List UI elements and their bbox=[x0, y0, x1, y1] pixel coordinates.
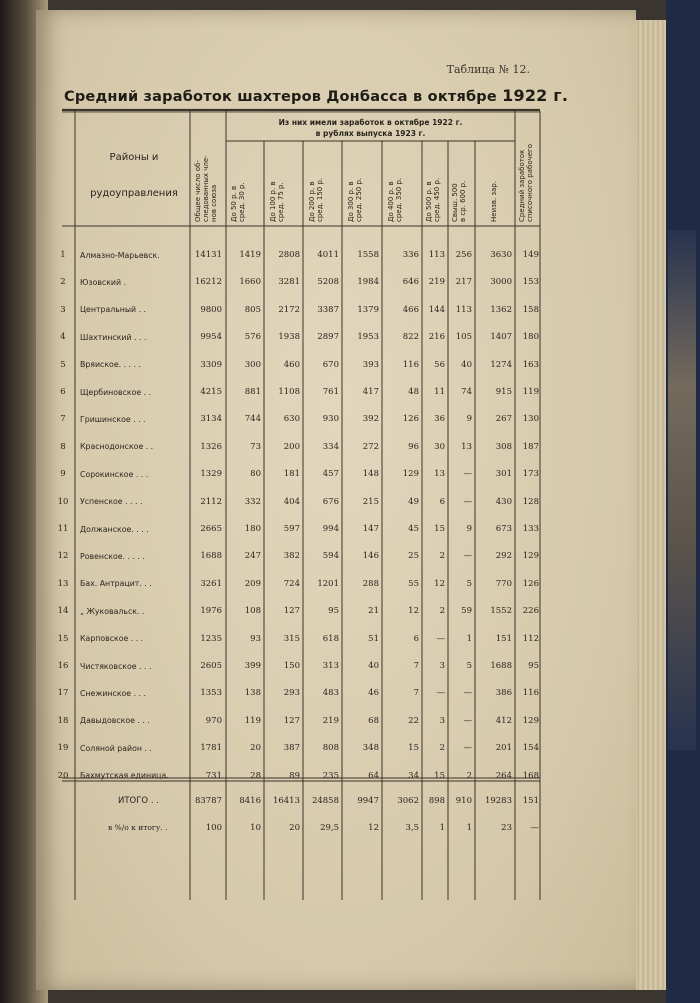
row-cell: 301 bbox=[495, 469, 512, 480]
percent-cell: 1 bbox=[439, 823, 445, 833]
row-district-name: Юзовский . bbox=[80, 277, 127, 287]
row-cell: 1362 bbox=[490, 304, 512, 315]
row-cell: 417 bbox=[362, 387, 379, 397]
row-cell: 25 bbox=[408, 551, 419, 562]
title-text: Средний заработок шахтеров Донбасса в октябре bbox=[64, 89, 503, 105]
row-number: 9 bbox=[60, 469, 66, 480]
row-cell: 430 bbox=[495, 496, 512, 507]
row-cell: 15 bbox=[434, 524, 445, 534]
row-cell: 30 bbox=[434, 441, 445, 452]
row-cell: 483 bbox=[322, 688, 339, 699]
row-cell: — bbox=[463, 715, 472, 726]
total-cell: 16413 bbox=[272, 796, 300, 806]
row-cell: 149 bbox=[522, 250, 539, 260]
row-cell: 336 bbox=[402, 250, 419, 260]
header-bin-1: До 50 р. в сред. 30 р. bbox=[230, 182, 246, 222]
row-cell: 127 bbox=[283, 606, 300, 617]
row-cell: 5 bbox=[466, 578, 472, 589]
row-cell: 676 bbox=[322, 496, 339, 507]
row-district-name: Должанское. . . . bbox=[80, 524, 149, 534]
header-total-members: Общее число об- следованных чле- нов союза bbox=[194, 155, 218, 222]
row-cell: 770 bbox=[495, 578, 512, 589]
row-cell: 1938 bbox=[278, 332, 300, 343]
row-cell: 4011 bbox=[317, 250, 339, 260]
row-cell: 1379 bbox=[357, 304, 379, 315]
row-cell: 2 bbox=[439, 606, 445, 617]
row-cell: 5 bbox=[466, 661, 472, 671]
row-cell: 116 bbox=[402, 359, 419, 370]
row-cell: 1953 bbox=[357, 332, 379, 343]
book-cover-right bbox=[666, 0, 700, 1003]
row-cell: 154 bbox=[522, 743, 539, 754]
header-bin-5: До 400 р. в сред. 350 р. bbox=[387, 177, 403, 222]
row-cell: 334 bbox=[322, 441, 339, 452]
row-number: 5 bbox=[60, 359, 66, 370]
header-bin-unknown: Неизв. зар. bbox=[490, 180, 498, 222]
row-cell: — bbox=[463, 469, 472, 480]
header-bin-2: До 100 р. в сред. 75 р. bbox=[269, 181, 285, 222]
row-district-name: Снежинское . . . bbox=[80, 688, 146, 698]
row-cell: 28 bbox=[250, 770, 261, 781]
row-cell: 1274 bbox=[490, 359, 512, 370]
row-cell: 288 bbox=[362, 578, 379, 589]
row-district-name: Бахмутская единица. bbox=[80, 771, 169, 781]
row-district-name: Центральный . . bbox=[80, 305, 147, 315]
row-cell: 308 bbox=[495, 441, 512, 452]
row-cell: 2808 bbox=[278, 250, 300, 260]
row-cell: 970 bbox=[205, 715, 222, 726]
row-cell: 457 bbox=[322, 469, 339, 480]
row-cell: 399 bbox=[244, 661, 261, 671]
row-cell: — bbox=[436, 633, 445, 644]
row-number: 16 bbox=[57, 661, 69, 671]
row-cell: 994 bbox=[322, 524, 339, 534]
row-cell: 217 bbox=[455, 277, 472, 288]
row-cell: 386 bbox=[495, 688, 512, 699]
row-cell: 108 bbox=[244, 606, 261, 617]
row-cell: 2 bbox=[466, 770, 472, 781]
row-number: 18 bbox=[57, 715, 69, 726]
row-cell: 300 bbox=[244, 359, 261, 370]
percent-cell: 12 bbox=[368, 823, 379, 833]
row-district-name: Чистяковское . . . bbox=[80, 661, 152, 671]
row-number: 7 bbox=[60, 414, 66, 425]
row-cell: 148 bbox=[362, 469, 379, 480]
row-cell: 138 bbox=[244, 688, 261, 699]
row-cell: 129 bbox=[522, 715, 539, 726]
row-cell: 930 bbox=[322, 414, 339, 425]
row-cell: 382 bbox=[283, 551, 300, 562]
row-cell: 412 bbox=[495, 715, 512, 726]
row-cell: — bbox=[436, 688, 445, 699]
row-cell: 200 bbox=[283, 441, 300, 452]
row-cell: 1235 bbox=[200, 633, 222, 644]
percent-cell: 100 bbox=[205, 823, 222, 833]
row-cell: 5208 bbox=[317, 277, 339, 288]
row-cell: 11 bbox=[434, 387, 445, 397]
row-number: 12 bbox=[57, 551, 69, 562]
header-bin-3: До 200 р. в сред. 150 р. bbox=[308, 177, 324, 222]
row-cell: 201 bbox=[495, 743, 512, 754]
row-cell: 646 bbox=[402, 277, 419, 288]
percent-cell: 3,5 bbox=[405, 823, 419, 833]
row-cell: 2605 bbox=[200, 661, 222, 671]
row-cell: 235 bbox=[322, 770, 339, 781]
total-cell: 83787 bbox=[194, 796, 222, 806]
row-cell: 744 bbox=[244, 414, 261, 425]
row-cell: 267 bbox=[495, 414, 512, 425]
row-cell: 1984 bbox=[357, 277, 379, 288]
row-cell: 13 bbox=[434, 469, 445, 480]
row-cell: 1558 bbox=[357, 250, 379, 260]
row-cell: 1353 bbox=[200, 688, 222, 699]
row-cell: 133 bbox=[522, 524, 539, 534]
row-cell: 1781 bbox=[200, 743, 222, 754]
row-cell: 215 bbox=[362, 496, 379, 507]
row-district-name: Ровенское. . . . . bbox=[80, 551, 145, 561]
row-district-name: Сорокинское . . . bbox=[80, 469, 149, 479]
row-cell: 332 bbox=[244, 496, 261, 507]
row-cell: 56 bbox=[434, 359, 445, 370]
row-cell: 168 bbox=[522, 770, 539, 781]
row-cell: 2112 bbox=[200, 496, 222, 507]
total-cell: 9947 bbox=[357, 796, 379, 806]
total-label: ИТОГО . . bbox=[118, 796, 159, 806]
row-cell: 46 bbox=[368, 688, 379, 699]
row-cell: 7 bbox=[413, 688, 419, 699]
header-avg-earnings: Средний заработок списочного рабочего bbox=[518, 143, 534, 222]
row-cell: 292 bbox=[495, 551, 512, 562]
row-cell: 89 bbox=[289, 770, 300, 781]
row-cell: 116 bbox=[522, 688, 539, 699]
header-bin-6: До 500 р. в сред. 450 р. bbox=[425, 177, 441, 222]
row-cell: 12 bbox=[408, 606, 419, 617]
row-cell: 1976 bbox=[200, 606, 222, 617]
row-cell: 9954 bbox=[200, 332, 222, 343]
row-cell: 59 bbox=[461, 606, 472, 617]
row-cell: 64 bbox=[368, 770, 379, 781]
row-cell: 1201 bbox=[317, 578, 339, 589]
row-cell: 129 bbox=[522, 551, 539, 562]
row-cell: 3309 bbox=[200, 359, 222, 370]
row-district-name: Щербиновское . . bbox=[80, 387, 152, 397]
header-region-line1: Районы и bbox=[109, 152, 159, 163]
row-cell: 1407 bbox=[490, 332, 512, 343]
row-cell: 150 bbox=[283, 661, 300, 671]
table-number: Таблица № 12. bbox=[446, 63, 530, 76]
row-cell: 9 bbox=[466, 524, 472, 534]
row-cell: 119 bbox=[522, 387, 539, 397]
row-number: 13 bbox=[57, 578, 69, 589]
row-number: 20 bbox=[57, 770, 69, 781]
row-cell: 151 bbox=[495, 633, 512, 644]
percent-cell: 10 bbox=[250, 823, 261, 833]
row-cell: 158 bbox=[522, 304, 539, 315]
row-cell: 12 bbox=[434, 578, 445, 589]
row-cell: 126 bbox=[522, 578, 539, 589]
row-number: 15 bbox=[57, 633, 69, 644]
row-cell: 272 bbox=[362, 441, 379, 452]
row-cell: 73 bbox=[250, 441, 261, 452]
row-cell: 594 bbox=[322, 551, 339, 562]
row-cell: — bbox=[463, 551, 472, 562]
row-cell: 15 bbox=[408, 743, 419, 754]
row-cell: 393 bbox=[362, 359, 379, 370]
percent-cell: — bbox=[530, 823, 539, 833]
row-cell: 761 bbox=[322, 387, 339, 397]
row-cell: 1660 bbox=[239, 277, 261, 288]
row-cell: 113 bbox=[428, 250, 445, 260]
row-cell: 68 bbox=[368, 715, 379, 726]
row-cell: 226 bbox=[522, 606, 539, 617]
page-title bbox=[64, 86, 569, 105]
header-region bbox=[78, 140, 190, 212]
row-cell: 597 bbox=[283, 524, 300, 534]
percent-cell: 1 bbox=[466, 823, 472, 833]
row-cell: 95 bbox=[528, 661, 539, 671]
row-cell: 113 bbox=[455, 304, 472, 315]
row-cell: 673 bbox=[495, 524, 512, 534]
row-cell: 805 bbox=[244, 304, 261, 315]
row-number: 8 bbox=[60, 441, 66, 452]
row-cell: 731 bbox=[205, 770, 222, 781]
row-cell: 392 bbox=[362, 414, 379, 425]
row-cell: 51 bbox=[368, 633, 379, 644]
header-group-line1: Из них имели заработок в октябре 1922 г. bbox=[278, 118, 463, 127]
row-cell: 618 bbox=[322, 633, 339, 644]
row-cell: 1326 bbox=[200, 441, 222, 452]
row-number: 11 bbox=[57, 524, 69, 534]
row-cell: 147 bbox=[362, 524, 379, 534]
row-cell: 724 bbox=[283, 578, 300, 589]
row-cell: 163 bbox=[522, 359, 539, 370]
row-number: 14 bbox=[57, 606, 69, 617]
row-cell: 2172 bbox=[278, 304, 300, 315]
row-cell: 22 bbox=[408, 715, 419, 726]
row-cell: 130 bbox=[522, 414, 539, 425]
row-cell: 48 bbox=[408, 387, 419, 397]
row-district-name: Шахтинский . . . bbox=[80, 332, 147, 342]
row-cell: 34 bbox=[408, 770, 419, 781]
row-cell: 915 bbox=[495, 387, 512, 397]
total-cell: 3062 bbox=[397, 796, 419, 806]
total-cell: 8416 bbox=[239, 796, 261, 806]
row-cell: 2665 bbox=[200, 524, 222, 534]
row-district-name: Гришинское . . . bbox=[80, 414, 146, 424]
row-district-name: Успенское . . . . bbox=[80, 497, 143, 507]
row-district-name: Давыдовское . . . bbox=[80, 716, 150, 726]
row-cell: 7 bbox=[413, 661, 419, 671]
percent-cell: 20 bbox=[289, 823, 300, 833]
row-cell: 3630 bbox=[490, 250, 512, 260]
row-cell: 180 bbox=[244, 524, 261, 534]
row-number: 2 bbox=[60, 277, 66, 288]
row-cell: 6 bbox=[439, 496, 445, 507]
row-cell: 1688 bbox=[200, 551, 222, 562]
row-cell: 36 bbox=[434, 414, 445, 425]
row-cell: 460 bbox=[283, 359, 300, 370]
row-cell: 93 bbox=[250, 633, 261, 644]
header-bin-7: Свыш. 500 в ср. 600 р. bbox=[451, 180, 467, 222]
row-cell: 387 bbox=[283, 743, 300, 754]
row-cell: 256 bbox=[455, 250, 472, 260]
header-region-line2: рудоуправления bbox=[90, 188, 178, 199]
row-cell: 247 bbox=[244, 551, 261, 562]
row-cell: 173 bbox=[522, 469, 539, 480]
row-cell: 881 bbox=[244, 387, 261, 397]
row-cell: 2 bbox=[439, 743, 445, 754]
row-cell: 9800 bbox=[200, 304, 222, 315]
row-cell: 404 bbox=[283, 496, 300, 507]
row-cell: 3281 bbox=[278, 277, 300, 288]
title-year: 1922 г. bbox=[502, 86, 569, 105]
row-cell: — bbox=[463, 688, 472, 699]
row-cell: 95 bbox=[328, 606, 339, 617]
row-number: 1 bbox=[60, 250, 66, 260]
row-cell: 576 bbox=[244, 332, 261, 343]
row-cell: 219 bbox=[322, 715, 339, 726]
row-cell: 1 bbox=[466, 633, 472, 644]
row-cell: 3000 bbox=[490, 277, 512, 288]
row-cell: 219 bbox=[428, 277, 445, 288]
row-cell: 1419 bbox=[239, 250, 261, 260]
row-cell: 4215 bbox=[200, 387, 222, 397]
row-number: 4 bbox=[60, 332, 66, 343]
total-cell: 151 bbox=[522, 796, 539, 806]
row-cell: 670 bbox=[322, 359, 339, 370]
total-cell: 910 bbox=[455, 796, 472, 806]
header-bin-4: До 300 р. в сред. 250 р. bbox=[347, 177, 363, 222]
row-cell: 40 bbox=[368, 661, 379, 671]
row-cell: 74 bbox=[461, 387, 472, 397]
row-cell: 293 bbox=[283, 688, 300, 699]
row-cell: 1329 bbox=[200, 469, 222, 480]
row-cell: 105 bbox=[455, 332, 472, 343]
row-cell: 2 bbox=[439, 551, 445, 562]
row-district-name: Бах. Антрацит. . . bbox=[80, 579, 152, 589]
row-cell: 1688 bbox=[490, 661, 512, 671]
row-district-name: Вряиское. . . . . bbox=[80, 360, 141, 370]
row-cell: 14131 bbox=[194, 250, 222, 260]
percent-label: в %/о к итогу. . bbox=[108, 823, 168, 832]
row-cell: 112 bbox=[522, 633, 539, 644]
row-cell: 13 bbox=[461, 441, 472, 452]
row-cell: — bbox=[463, 496, 472, 507]
row-district-name: Соляной район . . bbox=[80, 743, 152, 753]
row-cell: 466 bbox=[402, 304, 419, 315]
total-cell: 898 bbox=[428, 796, 445, 806]
row-cell: 3134 bbox=[200, 414, 222, 425]
row-cell: 49 bbox=[408, 496, 419, 507]
row-cell: 1552 bbox=[490, 606, 512, 617]
row-cell: 6 bbox=[413, 633, 419, 644]
row-cell: 127 bbox=[283, 715, 300, 726]
row-cell: 808 bbox=[322, 743, 339, 754]
row-district-name: Краснодонское . . bbox=[80, 442, 154, 452]
row-number: 17 bbox=[57, 688, 69, 699]
row-cell: 129 bbox=[402, 469, 419, 480]
row-cell: 313 bbox=[322, 661, 339, 671]
row-cell: 216 bbox=[428, 332, 445, 343]
row-cell: 96 bbox=[408, 441, 419, 452]
row-cell: 119 bbox=[244, 715, 261, 726]
row-cell: 21 bbox=[368, 606, 379, 617]
percent-cell: 23 bbox=[501, 823, 512, 833]
row-cell: 264 bbox=[495, 770, 512, 781]
row-number: 6 bbox=[60, 387, 66, 397]
row-number: 3 bbox=[60, 304, 66, 315]
total-cell: 19283 bbox=[484, 796, 512, 806]
row-cell: 3 bbox=[439, 715, 445, 726]
row-cell: 181 bbox=[283, 469, 300, 480]
row-cell: 315 bbox=[283, 633, 300, 644]
row-cell: 3 bbox=[439, 661, 445, 671]
row-district-name: Алмазно-Марьевск. bbox=[80, 250, 160, 260]
row-cell: 40 bbox=[461, 359, 472, 370]
row-cell: 187 bbox=[522, 441, 539, 452]
row-cell: 2897 bbox=[317, 332, 339, 343]
row-cell: 20 bbox=[250, 743, 261, 754]
row-cell: 3387 bbox=[317, 304, 339, 315]
row-district-name: Карповское . . . bbox=[80, 634, 144, 644]
row-cell: 180 bbox=[522, 332, 539, 343]
row-cell: 144 bbox=[428, 304, 445, 315]
row-cell: 16212 bbox=[194, 277, 222, 288]
row-number: 19 bbox=[57, 743, 69, 754]
row-cell: 1108 bbox=[278, 387, 300, 397]
row-cell: 45 bbox=[408, 524, 419, 534]
row-cell: 153 bbox=[522, 277, 539, 288]
row-cell: 146 bbox=[362, 551, 379, 562]
row-cell: 348 bbox=[362, 743, 379, 754]
header-group-line2: в рублях выпуска 1923 г. bbox=[315, 129, 426, 138]
total-cell: 24858 bbox=[311, 796, 339, 806]
row-cell: 822 bbox=[402, 332, 419, 343]
row-cell: 209 bbox=[244, 578, 261, 589]
row-cell: 80 bbox=[250, 469, 261, 480]
row-cell: — bbox=[463, 743, 472, 754]
percent-cell: 29,5 bbox=[320, 823, 339, 833]
row-cell: 9 bbox=[466, 414, 472, 425]
row-cell: 128 bbox=[522, 496, 539, 507]
row-cell: 126 bbox=[402, 414, 419, 425]
row-cell: 15 bbox=[434, 770, 445, 781]
header-group bbox=[228, 117, 513, 139]
row-district-name: „ Жуковальск. . bbox=[80, 606, 145, 616]
row-number: 10 bbox=[57, 496, 69, 507]
row-cell: 3261 bbox=[200, 578, 222, 589]
row-cell: 55 bbox=[408, 578, 419, 589]
row-cell: 630 bbox=[283, 414, 300, 425]
